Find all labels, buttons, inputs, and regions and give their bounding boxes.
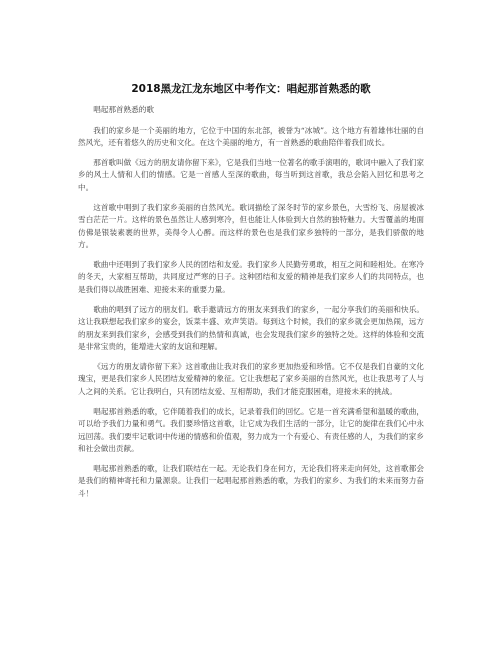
paragraph: 那首歌叫做《远方的朋友请你留下来》，它是我们当地一位著名的歌手演唱的，歌词中融入了我们家乡的风土人情和人们的情感。它是一首感人至深的歌曲，每当听到这首歌，我总会陷入回忆和思考之中。 bbox=[78, 158, 424, 192]
page-title: 2018黑龙江龙东地区中考作文：唱起那首熟悉的歌 bbox=[131, 83, 371, 95]
paragraph: 我们的家乡是一个美丽的地方，它位于中国的东北部，被誉为“冰城”。这个地方有着雄伟壮丽的自然风光，还有着悠久的历史和文化。在这个美丽的地方，有一首熟悉的歌曲陪伴着我们成长。 bbox=[78, 125, 424, 147]
paragraph: 唱起那首熟悉的歌 bbox=[93, 105, 154, 114]
paragraph: 这首歌中唱到了我们家乡美丽的自然风光。歌词描绘了深冬时节的家乡景色，大雪纷飞、房屋被冰雪白茫茫一片。这样的景色虽然让人感到寒冷，但也能让人体验到大自然的独特魅力。大雪覆盖的地面仿佛是银装素裹的世界，美得令人心醉。而这样的景色也是我们家乡独特的一部分，是我们骄傲的地方。 bbox=[78, 203, 424, 249]
article-body bbox=[78, 104, 424, 500]
paragraph: 歌曲的唱到了远方的朋友们。歌手邀请远方的朋友来到我们的家乡，一起分享我们的美丽和快乐。这让我联想起我们家乡的宴会，饭菜丰盛、欢声笑语。每到这个时候，我们的家乡就会更加热闹，远方的朋友来到我们家乡，会感受到我们的热情和真诚，也会发现我们家乡的独特之处。这样的体验和交流是非常宝贵的，能增进大家的友谊和理解。 bbox=[78, 305, 424, 351]
paragraph: 歌曲中还唱到了我们家乡人民的团结和友爱。我们家乡人民勤劳勇敢，相互之间和睦相处。在寒冷的冬天，大家相互帮助，共同度过严寒的日子。这种团结和友爱的精神是我们家乡人们的共同特点，也是我们得以战胜困难、迎接未来的重要力量。 bbox=[78, 260, 424, 294]
paragraph: 唱起那首熟悉的歌，让我们联结在一起。无论我们身在何方，无论我们将来走向何处，这首歌都会是我们的精神寄托和力量源泉。让我们一起唱起那首熟悉的歌，为我们的家乡、为我们的未来而努力奋斗！ bbox=[78, 464, 424, 498]
paragraph: 唱起那首熟悉的歌，它伴随着我们的成长，记录着我们的回忆。它是一首充满希望和温暖的歌曲，可以给予我们力量和勇气。我们要珍惜这首歌，让它成为我们生活的一部分，让它的旋律在我们心中永远回荡。我们要牢记歌词中传递的情感和价值观，努力成为一个有爱心、有责任感的人，为我们的家乡和社会做出贡献。 bbox=[78, 407, 424, 453]
paragraph: 《远方的朋友请你留下来》这首歌曲让我对我们的家乡更加热爱和珍惜。它不仅是我们自豪的文化瑰宝，更是我们家乡人民团结友爱精神的象征。它让我想起了家乡美丽的自然风光，也让我思考了人与人之间的关系。它让我明白，只有团结友爱、互相帮助，我们才能克服困难，迎接未来的挑战。 bbox=[78, 362, 424, 396]
